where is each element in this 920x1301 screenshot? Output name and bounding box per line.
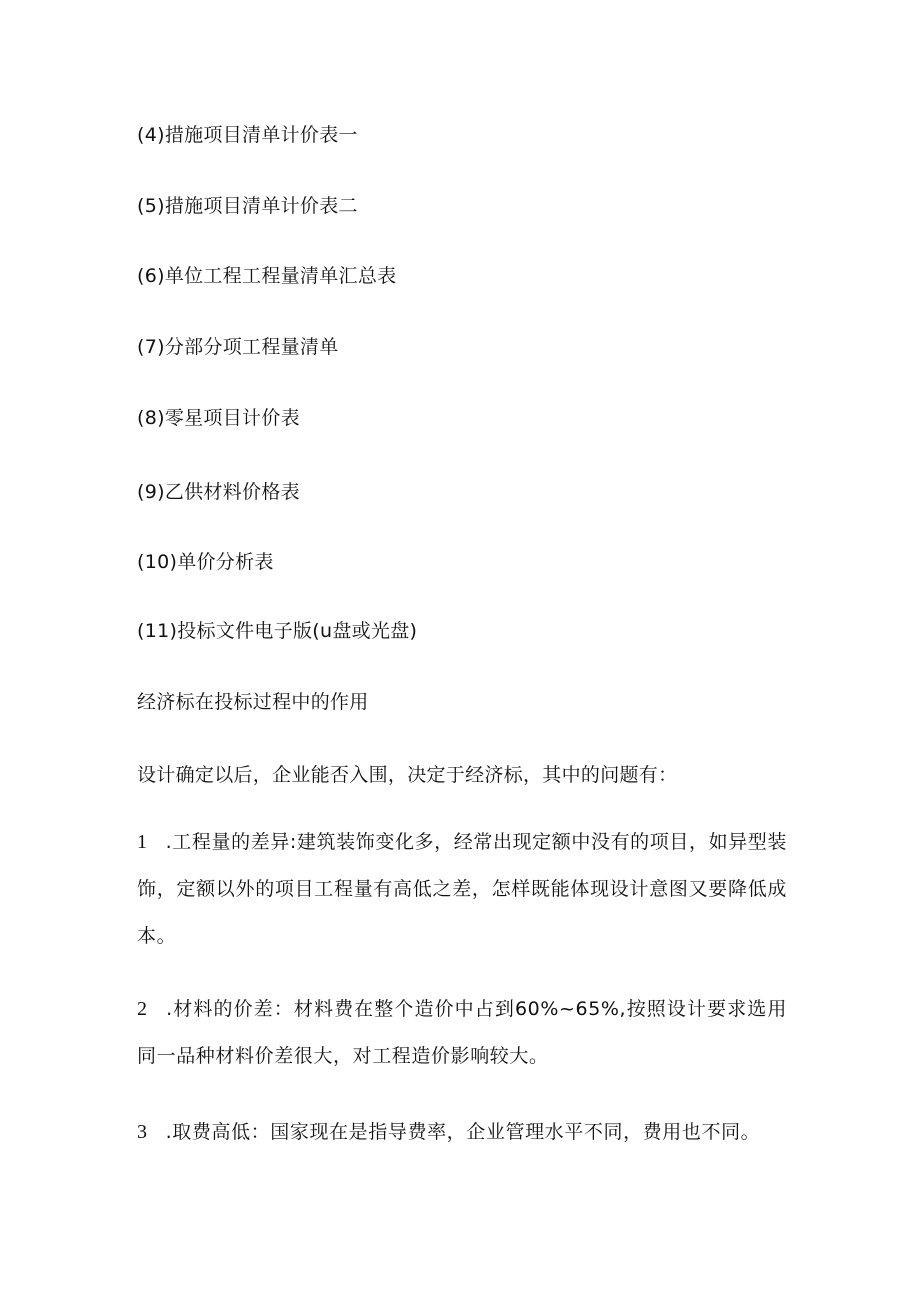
list-item: (9)乙供材料价格表 bbox=[137, 481, 300, 503]
point-number: 1 bbox=[137, 831, 148, 853]
list-item: (7)分部分项工程量清单 bbox=[137, 336, 339, 358]
list-item: (10)单价分析表 bbox=[137, 551, 274, 573]
point-number: 2 bbox=[137, 998, 148, 1020]
section-heading: 经济标在投标过程中的作用 bbox=[137, 691, 369, 713]
list-item: (8)零星项目计价表 bbox=[137, 407, 300, 429]
point-paragraph-1 bbox=[137, 819, 787, 960]
point-paragraph-3 bbox=[137, 1109, 787, 1156]
list-item: (4)措施项目清单计价表一 bbox=[137, 124, 358, 146]
point-text: .材料的价差：材料费在整个造价中占到60%~65%,按照设计要求选用同一品种材料价差很大，对工程造价影响较大。 bbox=[137, 998, 787, 1067]
point-paragraph-2 bbox=[137, 986, 787, 1080]
point-text: .工程量的差异:建筑装饰变化多，经常出现定额中没有的项目，如异型装饰，定额以外的项目工程量有高低之差，怎样既能体现设计意图又要降低成本。 bbox=[137, 831, 788, 947]
list-item: (6)单位工程工程量清单汇总表 bbox=[137, 265, 397, 287]
point-text: .取费高低：国家现在是指导费率，企业管理水平不同，费用也不同。 bbox=[165, 1121, 761, 1143]
intro-paragraph: 设计确定以后，企业能否入围，决定于经济标，其中的问题有： bbox=[137, 764, 678, 786]
list-item: (11)投标文件电子版(u盘或光盘) bbox=[137, 620, 418, 642]
list-item: (5)措施项目清单计价表二 bbox=[137, 195, 358, 217]
point-number: 3 bbox=[137, 1121, 148, 1143]
